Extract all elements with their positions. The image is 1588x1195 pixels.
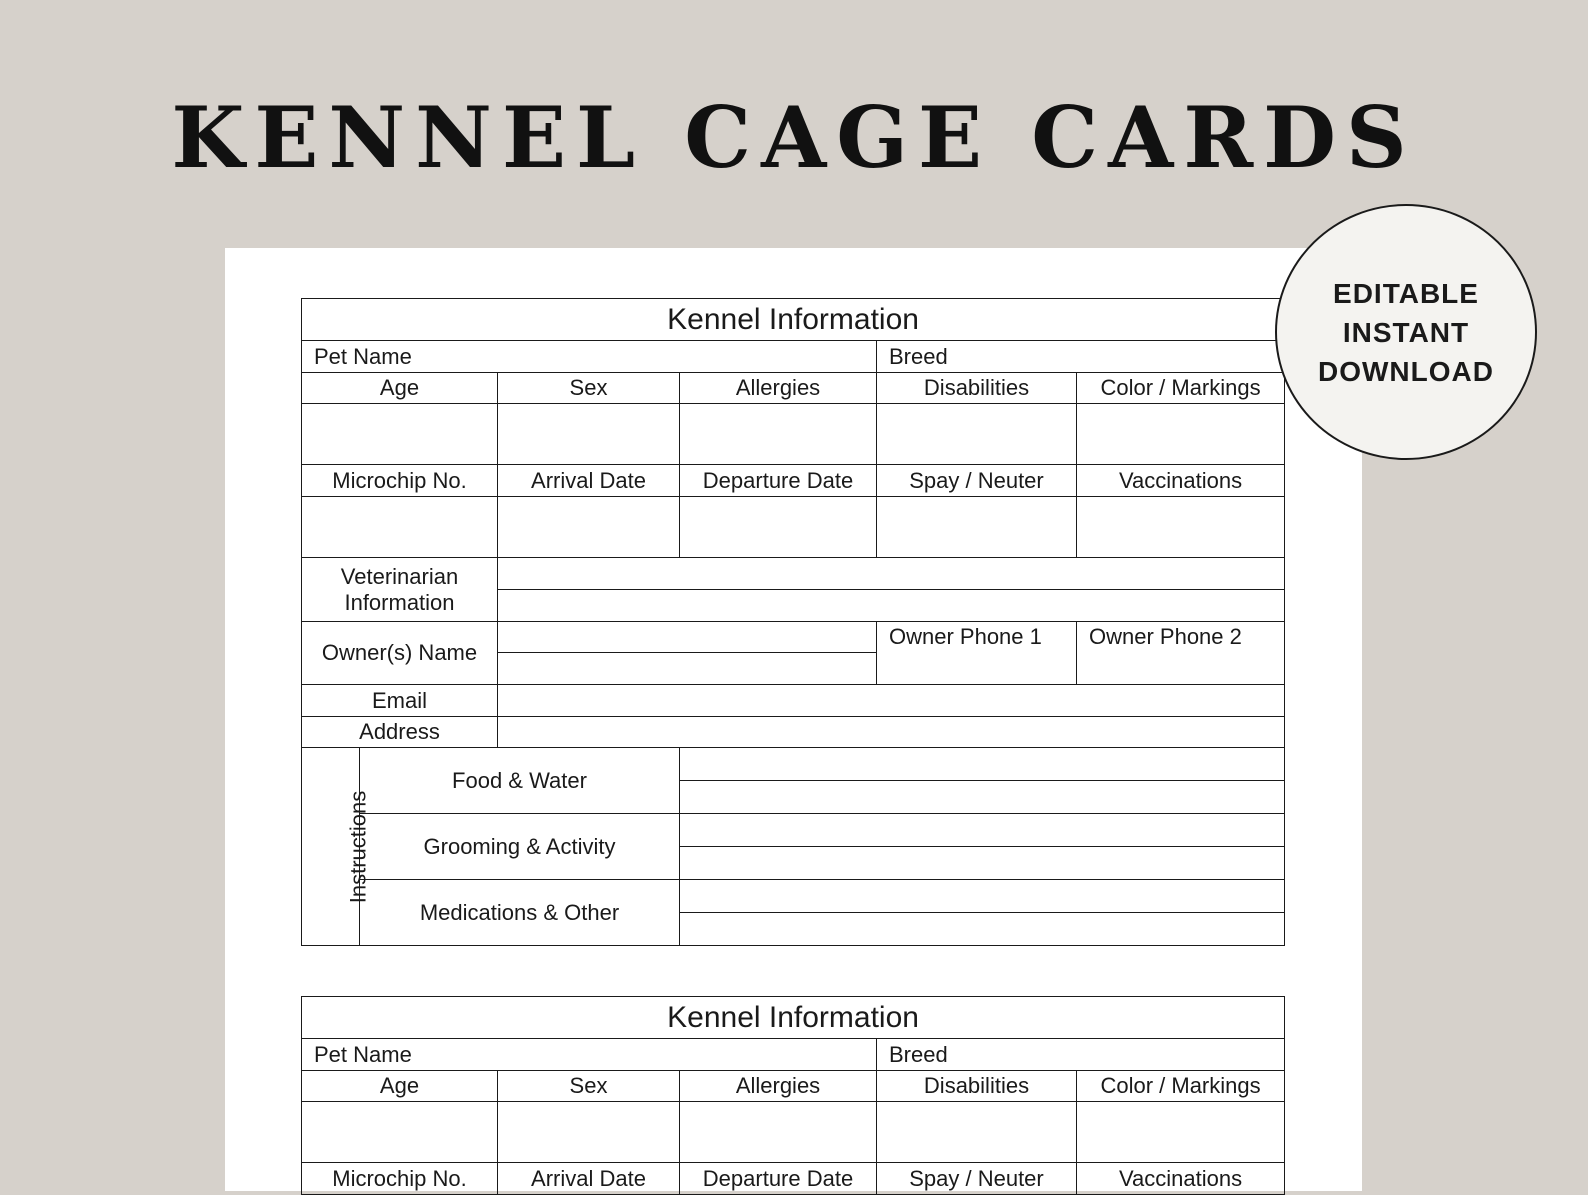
medications-other-label: Medications & Other <box>360 880 680 946</box>
owner-phone-1-label: Owner Phone 1 <box>877 622 1077 685</box>
color-markings-field[interactable] <box>1077 404 1285 465</box>
spay-neuter-field[interactable] <box>877 497 1077 558</box>
vaccinations-label: Vaccinations <box>1077 465 1285 497</box>
breed-label: Breed <box>877 341 1285 373</box>
vaccinations-field[interactable] <box>1077 497 1285 558</box>
grooming-activity-label: Grooming & Activity <box>360 814 680 880</box>
departure-date-field[interactable] <box>680 497 877 558</box>
arrival-date-label: Arrival Date <box>498 1163 680 1195</box>
departure-date-label: Departure Date <box>680 1163 877 1195</box>
editable-download-badge <box>1275 204 1537 460</box>
allergies-field[interactable] <box>680 1102 877 1163</box>
color-markings-label: Color / Markings <box>1077 373 1285 404</box>
medications-other-field-1[interactable] <box>680 880 1285 913</box>
email-field[interactable] <box>498 685 1285 717</box>
badge-line-2: INSTANT <box>1342 316 1470 348</box>
card-heading: Kennel Information <box>302 997 1285 1039</box>
owner-name-field-1[interactable] <box>498 622 877 653</box>
email-label: Email <box>302 685 498 717</box>
sex-label: Sex <box>498 373 680 404</box>
medications-other-field-2[interactable] <box>680 913 1285 946</box>
instructions-text: Instructions <box>345 790 371 903</box>
owner-name-label: Owner(s) Name <box>302 622 498 685</box>
card-heading: Kennel Information <box>302 299 1285 341</box>
veterinarian-field-2[interactable] <box>498 590 1285 622</box>
food-water-field-1[interactable] <box>680 748 1285 781</box>
allergies-label: Allergies <box>680 373 877 404</box>
spay-neuter-label: Spay / Neuter <box>877 1163 1077 1195</box>
pet-name-label: Pet Name <box>302 341 877 373</box>
age-label: Age <box>302 1071 498 1102</box>
vaccinations-label: Vaccinations <box>1077 1163 1285 1195</box>
owner-phone-2-label: Owner Phone 2 <box>1077 622 1285 685</box>
veterinarian-label <box>302 558 498 622</box>
badge-line-3: DOWNLOAD <box>1318 355 1494 387</box>
pet-name-label: Pet Name <box>302 1039 877 1071</box>
microchip-label: Microchip No. <box>302 465 498 497</box>
breed-label: Breed <box>877 1039 1285 1071</box>
owner-name-field-2[interactable] <box>498 653 877 685</box>
disabilities-field[interactable] <box>877 1102 1077 1163</box>
allergies-label: Allergies <box>680 1071 877 1102</box>
departure-date-label: Departure Date <box>680 465 877 497</box>
color-markings-label: Color / Markings <box>1077 1071 1285 1102</box>
grooming-activity-field-1[interactable] <box>680 814 1285 847</box>
veterinarian-label-line1: Veterinarian <box>340 563 459 589</box>
sex-field[interactable] <box>498 404 680 465</box>
instructions-label <box>302 748 371 946</box>
disabilities-label: Disabilities <box>877 373 1077 404</box>
badge-line-1: EDITABLE <box>1333 277 1479 309</box>
food-water-label: Food & Water <box>360 748 680 814</box>
veterinarian-field-1[interactable] <box>498 558 1285 590</box>
page-title: KENNEL CAGE CARDS <box>171 88 1417 187</box>
microchip-label: Microchip No. <box>302 1163 498 1195</box>
microchip-field[interactable] <box>302 497 498 558</box>
kennel-card-2 <box>301 996 1285 1195</box>
age-field[interactable] <box>302 404 498 465</box>
spay-neuter-label: Spay / Neuter <box>877 465 1077 497</box>
arrival-date-field[interactable] <box>498 497 680 558</box>
grooming-activity-field-2[interactable] <box>680 847 1285 880</box>
age-field[interactable] <box>302 1102 498 1163</box>
food-water-field-2[interactable] <box>680 781 1285 814</box>
address-field[interactable] <box>498 717 1285 748</box>
disabilities-label: Disabilities <box>877 1071 1077 1102</box>
arrival-date-label: Arrival Date <box>498 465 680 497</box>
kennel-card-1 <box>301 298 1285 946</box>
color-markings-field[interactable] <box>1077 1102 1285 1163</box>
sex-field[interactable] <box>498 1102 680 1163</box>
address-label: Address <box>302 717 498 748</box>
age-label: Age <box>302 373 498 404</box>
veterinarian-label-line2: Information <box>344 589 455 615</box>
disabilities-field[interactable] <box>877 404 1077 465</box>
allergies-field[interactable] <box>680 404 877 465</box>
sex-label: Sex <box>498 1071 680 1102</box>
